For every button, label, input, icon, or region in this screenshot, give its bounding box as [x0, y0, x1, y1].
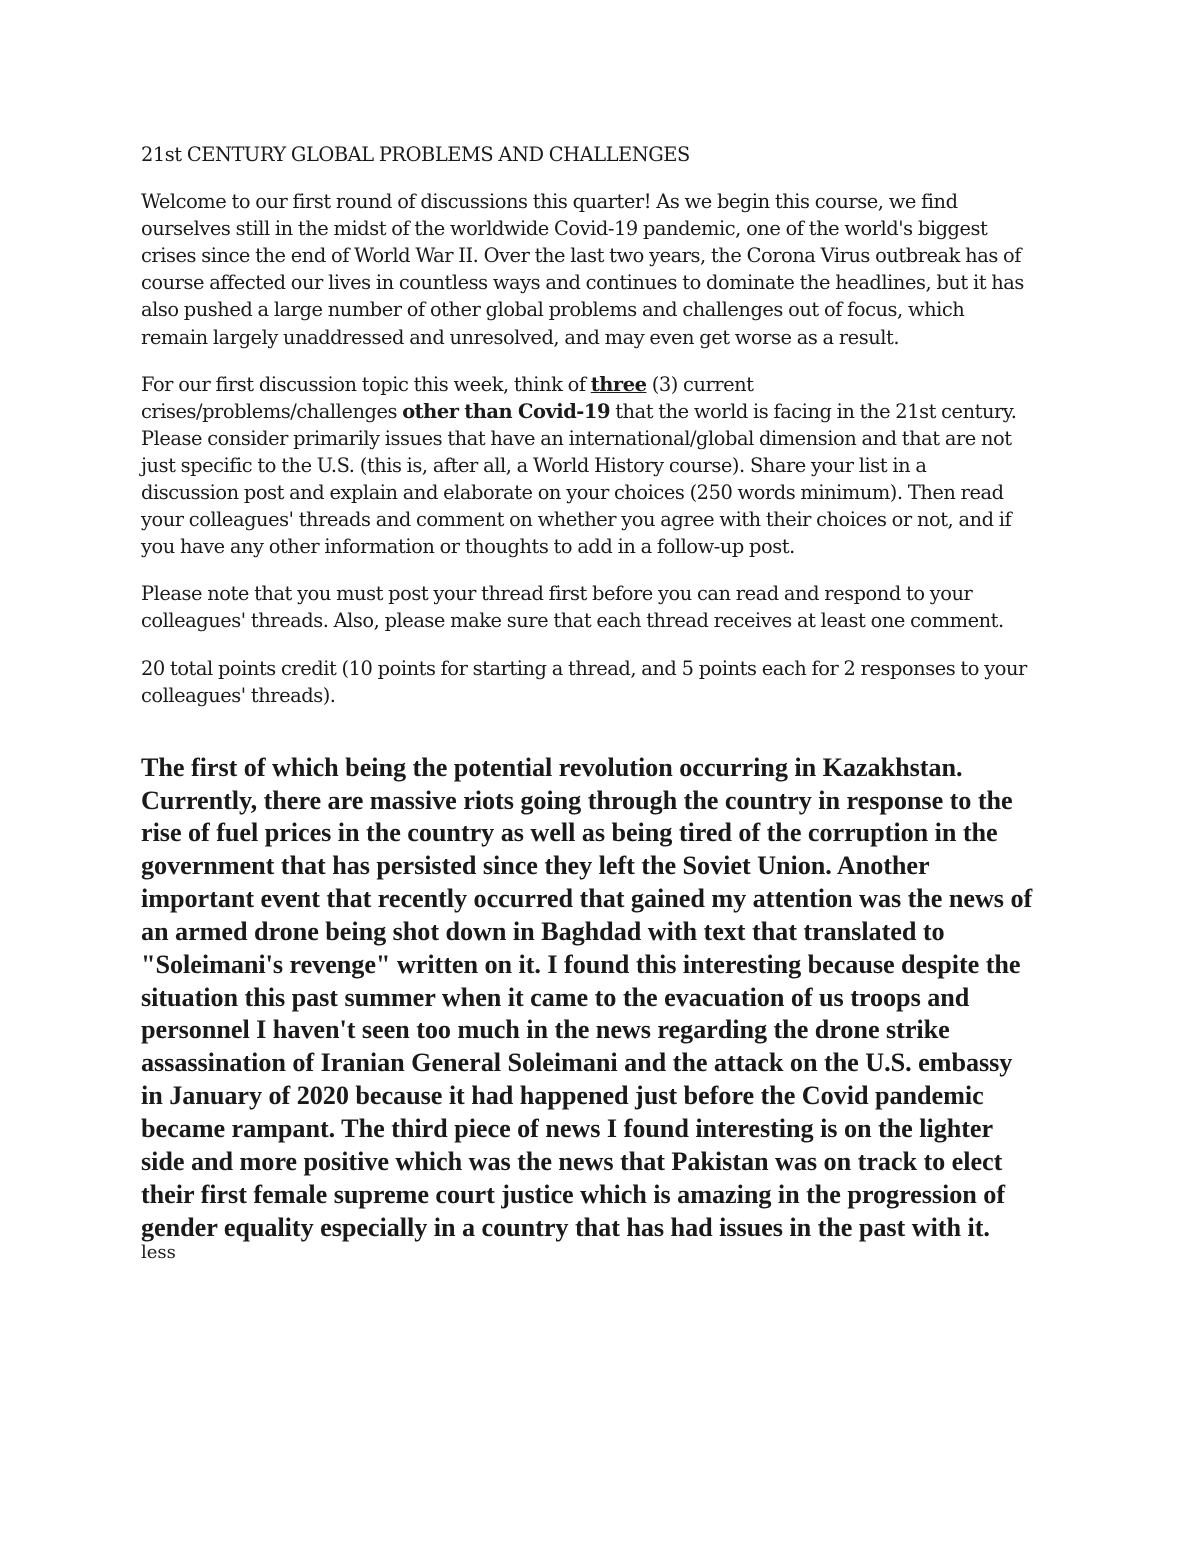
emphasis-three: three: [590, 372, 647, 396]
response-line: assassination of Iranian General Soleimani and the attack on the U.S. embassy: [141, 1048, 1013, 1078]
text-line: also pushed a large number of other global problems and challenges out of focus, which: [141, 298, 965, 322]
response-line: important event that recently occurred that gained my attention was the news of: [141, 884, 1033, 914]
emphasis-other-than-covid: other than Covid-19: [402, 399, 610, 423]
topic-paragraph: [141, 371, 1066, 561]
text-line: Please note that you must post your thread first before you can read and respond to your: [141, 582, 973, 606]
response-line: in January of 2020 because it had happened just before the Covid pandemic: [141, 1081, 984, 1111]
document-title: 21st CENTURY GLOBAL PROBLEMS AND CHALLENGES: [141, 143, 690, 166]
text-fragment: crises/problems/challenges: [141, 399, 403, 423]
assignment-prompt: [141, 141, 1066, 709]
text-fragment: For our first discussion topic this week, think of: [141, 372, 591, 396]
text-line: Welcome to our first round of discussions this quarter! As we begin this course, we find: [141, 190, 958, 214]
intro-paragraph: [141, 188, 1066, 351]
note-paragraph: [141, 580, 1066, 634]
response-line: side and more positive which was the news that Pakistan was on track to elect: [141, 1146, 1003, 1176]
text-line: crises since the end of World War II. Over the last two years, the Corona Virus outbreak has of: [141, 244, 1021, 268]
points-paragraph: [141, 655, 1066, 709]
less-link[interactable]: less: [141, 1242, 176, 1264]
text-line: just specific to the U.S. (this is, after all, a World History course). Share your list in a: [141, 453, 927, 477]
response-line: their first female supreme court justice which is amazing in the progression of: [141, 1179, 1006, 1209]
response-line: situation this past summer when it came to the evacuation of us troops and: [141, 982, 970, 1012]
text-line: ourselves still in the midst of the worldwide Covid-19 pandemic, one of the world's biggest: [141, 217, 988, 241]
response-line: gender equality especially in a country that has had issues in the past with it.: [141, 1212, 990, 1242]
document-page: [141, 141, 1066, 1264]
text-line: your colleagues' threads and comment on whether you agree with their choices or not, and if: [141, 508, 1012, 532]
text-line: 20 total points credit (10 points for starting a thread, and 5 points each for 2 responses to your: [141, 656, 1027, 680]
response-line: "Soleimani's revenge" written on it. I found this interesting because despite the: [141, 949, 1021, 979]
response-line: government that has persisted since they left the Soviet Union. Another: [141, 851, 930, 881]
text-line: [141, 398, 1066, 425]
text-line: colleagues' threads. Also, please make sure that each thread receives at least one comment.: [141, 609, 1004, 633]
text-line: remain largely unaddressed and unresolved, and may even get worse as a result.: [141, 325, 900, 349]
response-line: rise of fuel prices in the country as well as being tired of the corruption in the: [141, 818, 998, 848]
response-line: an armed drone being shot down in Baghdad with text that translated to: [141, 916, 945, 946]
student-response: [141, 752, 1066, 1245]
text-fragment: (3) current: [646, 372, 754, 396]
response-line: Currently, there are massive riots going through the country in response to the: [141, 785, 1013, 815]
response-line: The first of which being the potential revolution occurring in Kazakhstan.: [141, 752, 963, 782]
text-line: Please consider primarily issues that have an international/global dimension and that are not: [141, 426, 1012, 450]
text-line: [141, 371, 1066, 398]
text-line: colleagues' threads).: [141, 683, 336, 707]
text-fragment: that the world is facing in the 21st century.: [610, 399, 1017, 423]
text-line: discussion post and explain and elaborate on your choices (250 words minimum). Then read: [141, 481, 1004, 505]
response-line: personnel I haven't seen too much in the news regarding the drone strike: [141, 1015, 950, 1045]
response-line: became rampant. The third piece of news I found interesting is on the lighter: [141, 1113, 994, 1143]
text-line: course affected our lives in countless ways and continues to dominate the headlines, but it has: [141, 271, 1024, 295]
text-line: you have any other information or thoughts to add in a follow-up post.: [141, 535, 795, 559]
